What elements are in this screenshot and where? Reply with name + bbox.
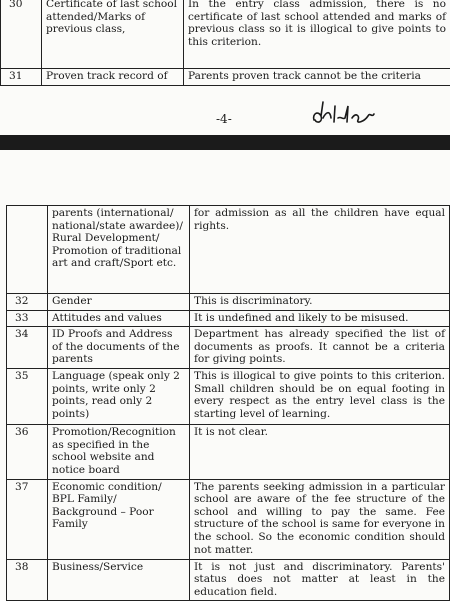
criterion-cell: Economic condition/ BPL Family/ Background – Poor Family: [48, 479, 190, 559]
remark-cell: It is not just and discriminatory. Parents' status does not matter at least in the education field.: [190, 559, 450, 601]
row-number: 36: [7, 425, 48, 479]
row-number: 33: [7, 310, 48, 327]
document-page-top: [0, 0, 450, 135]
row-number: 38: [7, 559, 48, 601]
row-number: 31: [1, 69, 42, 86]
table-row: [7, 369, 450, 425]
criteria-table-bottom: [6, 205, 450, 601]
criterion-cell: Promotion/Recognition as specified in the school website and notice board: [48, 425, 190, 479]
table-row: [1, 69, 450, 86]
criterion-cell: parents (international/ national/state awardee)/ Rural Development/ Promotion of traditional art and craft/Sport etc.: [48, 206, 190, 294]
criterion-cell: Certificate of last school attended/Marks of previous class,: [42, 0, 184, 69]
remark-cell: This is discriminatory.: [190, 294, 450, 311]
remark-cell: It is undefined and likely to be misused.: [190, 310, 450, 327]
row-number: 35: [7, 369, 48, 425]
table-row: [1, 0, 450, 69]
document-page-bottom: [0, 150, 450, 600]
page-gap: [0, 135, 450, 150]
row-number: 30: [1, 0, 42, 69]
criterion-cell: Business/Service: [48, 559, 190, 601]
remark-cell: Department has already specified the list of documents as proofs. It cannot be a criteria for giving points.: [190, 327, 450, 369]
remark-cell: The parents seeking admission in a particular school are aware of the fee structure of the school and willing to pay the same. Fee structure of the school is same for everyone in the school. So the economic condition should not matter.: [190, 479, 450, 559]
table-row: [7, 206, 450, 294]
handwritten-signature: [308, 98, 378, 132]
criterion-cell: Language (speak only 2 points, write only 2 points, read only 2 points): [48, 369, 190, 425]
remark-cell: It is not clear.: [190, 425, 450, 479]
remark-cell: Parents proven track cannot be the criteria: [184, 69, 450, 86]
remark-cell: for admission as all the children have equal rights.: [190, 206, 450, 294]
remark-cell: In the entry class admission, there is no certificate of last school attended and marks of previous class so it is illogical to give points to this criterion.: [184, 0, 450, 69]
row-number: 34: [7, 327, 48, 369]
table-row: [7, 294, 450, 311]
criterion-cell: Gender: [48, 294, 190, 311]
table-row: [7, 479, 450, 559]
row-number: 32: [7, 294, 48, 311]
table-row: [7, 310, 450, 327]
criterion-cell: ID Proofs and Address of the documents of the parents: [48, 327, 190, 369]
criteria-table-top: [0, 0, 450, 86]
table-row: [7, 559, 450, 601]
row-number: [7, 206, 48, 294]
table-row: [7, 425, 450, 479]
table-row: [7, 327, 450, 369]
criterion-cell: Proven track record of: [42, 69, 184, 86]
remark-cell: This is illogical to give points to this criterion. Small children should be on equal footing in every respect as the entry level class is the starting level of learning.: [190, 369, 450, 425]
criterion-cell: Attitudes and values: [48, 310, 190, 327]
page-number: -4-: [216, 112, 232, 126]
row-number: 37: [7, 479, 48, 559]
